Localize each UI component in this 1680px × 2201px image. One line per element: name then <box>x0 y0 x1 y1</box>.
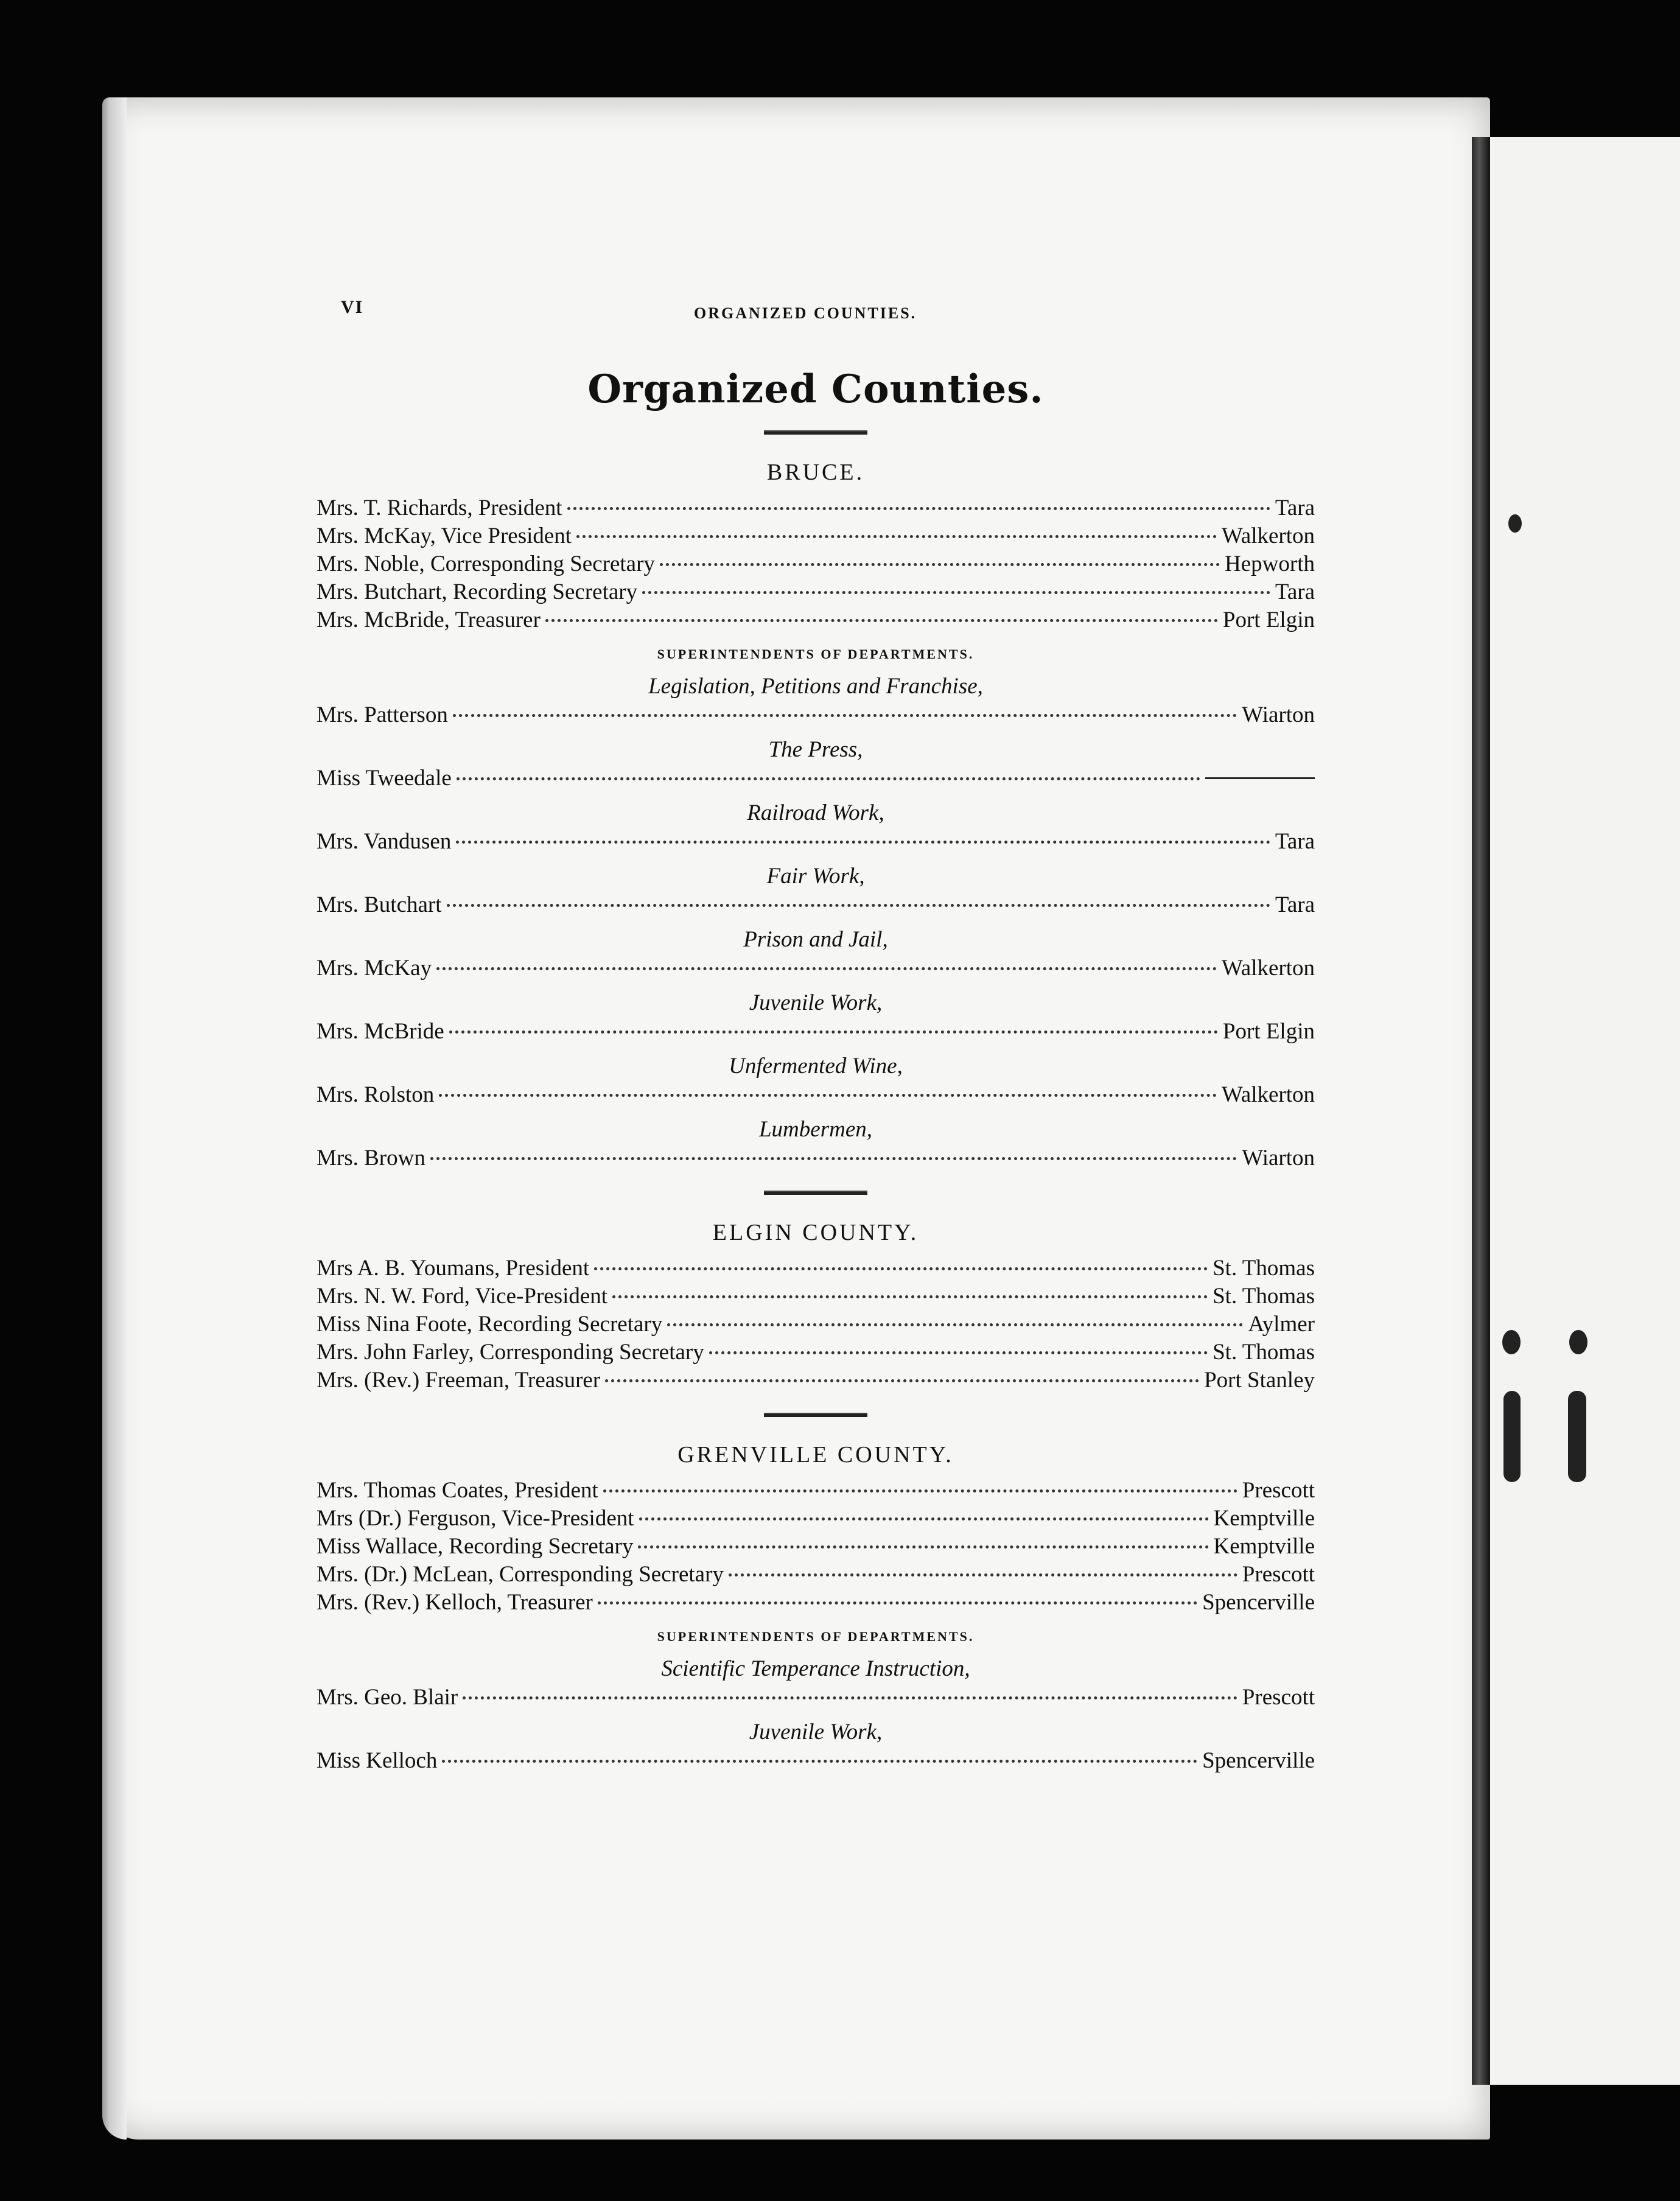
officer-row <box>317 1477 1315 1505</box>
ink-blot <box>1503 1391 1521 1482</box>
department-title: Juvenile Work, <box>749 1720 883 1744</box>
department-title: Railroad Work, <box>747 800 884 825</box>
officer-row <box>317 1505 1315 1533</box>
page-edge <box>102 97 127 2140</box>
page-content <box>317 280 1315 1775</box>
officer-place: Prescott <box>1242 1562 1315 1587</box>
department-title: Fair Work, <box>766 864 865 889</box>
officer-row <box>317 1254 1315 1282</box>
elgin-section <box>317 1219 1315 1394</box>
leader-dots <box>545 619 1218 622</box>
officer-row <box>317 606 1315 634</box>
officer-row <box>317 1282 1315 1310</box>
bruce-section <box>317 459 1315 1172</box>
department-title: Prison and Jail, <box>743 927 888 952</box>
divider-rule <box>764 1413 867 1417</box>
superintendent-name: Mrs. Brown <box>317 1146 425 1170</box>
department-row <box>317 954 1315 982</box>
superintendent-place: Walkerton <box>1221 956 1315 981</box>
department-row <box>317 1081 1315 1109</box>
leader-dots <box>729 1573 1237 1576</box>
page-header <box>317 280 1315 329</box>
blank-place-line <box>1205 777 1315 779</box>
superintendent-name: Mrs. Rolston <box>317 1082 435 1107</box>
officer-row <box>317 1366 1315 1394</box>
department-title: Scientific Temperance Instruction, <box>661 1656 970 1681</box>
leader-dots <box>576 535 1217 538</box>
superintendent-place: Tara <box>1275 829 1315 854</box>
department-row <box>317 1144 1315 1172</box>
officer-name: Mrs. McKay, Vice President <box>317 523 572 548</box>
leader-dots <box>660 563 1220 566</box>
county-heading: BRUCE. <box>766 460 865 485</box>
book-spine <box>1472 137 1490 2085</box>
leader-dots <box>447 904 1270 907</box>
leader-dots <box>436 967 1217 970</box>
leader-dots <box>642 591 1270 594</box>
page-title: Organized Counties. <box>587 366 1044 412</box>
department-title: Unfermented Wine, <box>729 1054 903 1079</box>
bruce-officers <box>317 494 1315 634</box>
officer-place: St. Thomas <box>1213 1340 1315 1365</box>
officer-name: Mrs. Noble, Corresponding Secretary <box>317 551 655 576</box>
officer-place: St. Thomas <box>1213 1284 1315 1309</box>
leader-dots <box>457 777 1200 780</box>
officer-name: Mrs. (Rev.) Kelloch, Treasurer <box>317 1590 593 1615</box>
ink-blot <box>1568 1391 1586 1482</box>
running-head: ORGANIZED COUNTIES. <box>694 304 917 322</box>
officer-row <box>317 1589 1315 1617</box>
officer-place: St. Thomas <box>1213 1256 1315 1281</box>
officer-row <box>317 1310 1315 1338</box>
department-row <box>317 701 1315 729</box>
superintendent-name: Mrs. McBride <box>317 1019 444 1044</box>
leader-dots <box>638 1545 1208 1548</box>
superintendent-place: Walkerton <box>1221 1082 1315 1107</box>
department-row <box>317 1684 1315 1712</box>
officer-place: Tara <box>1275 495 1315 520</box>
page-number: VI <box>341 297 364 317</box>
department-row <box>317 1747 1315 1775</box>
officer-name: Miss Nina Foote, Recording Secretary <box>317 1312 663 1337</box>
officer-name: Mrs A. B. Youmans, President <box>317 1256 590 1281</box>
superintendent-name: Mrs. Geo. Blair <box>317 1685 458 1710</box>
officer-row <box>317 578 1315 606</box>
officer-name: Mrs. (Dr.) McLean, Corresponding Secretary <box>317 1562 724 1587</box>
ink-blot <box>1502 1330 1521 1354</box>
leader-dots <box>456 841 1270 844</box>
leader-dots <box>453 714 1237 717</box>
leader-dots <box>667 1323 1243 1326</box>
superintendent-name: Mrs. Patterson <box>317 702 448 727</box>
leader-dots <box>639 1517 1209 1520</box>
officer-place: Kemptville <box>1213 1534 1315 1559</box>
department-title: Legislation, Petitions and Franchise, <box>648 674 983 699</box>
officer-place: Tara <box>1275 579 1315 604</box>
department-title: Juvenile Work, <box>749 990 883 1015</box>
leader-dots <box>567 507 1270 510</box>
officer-row <box>317 550 1315 578</box>
superintendents-heading: SUPERINTENDENTS OF DEPARTMENTS. <box>657 646 975 662</box>
leader-dots <box>605 1379 1199 1382</box>
county-heading: GRENVILLE COUNTY. <box>677 1442 954 1468</box>
officer-place: Aylmer <box>1248 1312 1315 1337</box>
officer-name: Mrs (Dr.) Ferguson, Vice-President <box>317 1506 634 1531</box>
officer-name: Mrs. (Rev.) Freeman, Treasurer <box>317 1368 601 1393</box>
superintendent-place: Wiarton <box>1242 1146 1315 1170</box>
leader-dots <box>463 1696 1237 1699</box>
facing-page <box>1490 137 1680 2085</box>
officer-place: Port Elgin <box>1222 607 1315 632</box>
superintendent-place: Tara <box>1275 892 1315 917</box>
grenville-section <box>317 1441 1315 1775</box>
officer-row <box>317 1338 1315 1366</box>
officer-name: Mrs. Thomas Coates, President <box>317 1478 598 1503</box>
department-row <box>317 891 1315 919</box>
officer-name: Mrs. N. W. Ford, Vice-President <box>317 1284 608 1309</box>
superintendents-heading: SUPERINTENDENTS OF DEPARTMENTS. <box>657 1629 975 1644</box>
ink-blot <box>1508 514 1522 533</box>
ink-blot <box>1569 1330 1587 1354</box>
officer-name: Mrs. T. Richards, President <box>317 495 562 520</box>
leader-dots <box>449 1031 1218 1034</box>
leader-dots <box>603 1489 1237 1492</box>
officer-row <box>317 522 1315 550</box>
leader-dots <box>612 1295 1208 1298</box>
officer-row <box>317 1561 1315 1589</box>
officer-row <box>317 1533 1315 1561</box>
department-title: The Press, <box>768 737 863 762</box>
superintendent-name: Mrs. Vandusen <box>317 829 452 854</box>
officer-place: Kemptville <box>1213 1506 1315 1531</box>
superintendent-place: Wiarton <box>1242 702 1315 727</box>
officer-name: Miss Wallace, Recording Secretary <box>317 1534 634 1559</box>
leader-dots <box>439 1094 1217 1097</box>
superintendent-place: Prescott <box>1242 1685 1315 1710</box>
divider-rule <box>764 430 867 435</box>
department-row <box>317 765 1315 793</box>
officer-place: Prescott <box>1242 1478 1315 1503</box>
leader-dots <box>709 1351 1208 1354</box>
leader-dots <box>594 1267 1208 1270</box>
leader-dots <box>442 1760 1197 1763</box>
department-row <box>317 1018 1315 1046</box>
officer-place: Hepworth <box>1225 551 1315 576</box>
superintendent-name: Miss Tweedale <box>317 766 452 791</box>
officer-name: Mrs. McBride, Treasurer <box>317 607 541 632</box>
leader-dots <box>598 1601 1197 1604</box>
department-title: Lumbermen, <box>758 1117 872 1142</box>
officer-name: Mrs. Butchart, Recording Secretary <box>317 579 638 604</box>
officer-place: Port Stanley <box>1204 1368 1315 1393</box>
superintendent-name: Mrs. Butchart <box>317 892 442 917</box>
leader-dots <box>430 1157 1237 1160</box>
superintendent-place: Spencerville <box>1202 1748 1315 1773</box>
superintendent-name: Miss Kelloch <box>317 1748 438 1773</box>
superintendent-place: Port Elgin <box>1222 1019 1315 1044</box>
divider-rule <box>764 1191 867 1195</box>
officer-place: Spencerville <box>1202 1590 1315 1615</box>
department-row <box>317 828 1315 856</box>
county-heading: ELGIN COUNTY. <box>712 1220 919 1245</box>
superintendent-name: Mrs. McKay <box>317 956 432 981</box>
officer-row <box>317 494 1315 522</box>
officer-name: Mrs. John Farley, Corresponding Secretary <box>317 1340 704 1365</box>
officer-place: Walkerton <box>1221 523 1315 548</box>
